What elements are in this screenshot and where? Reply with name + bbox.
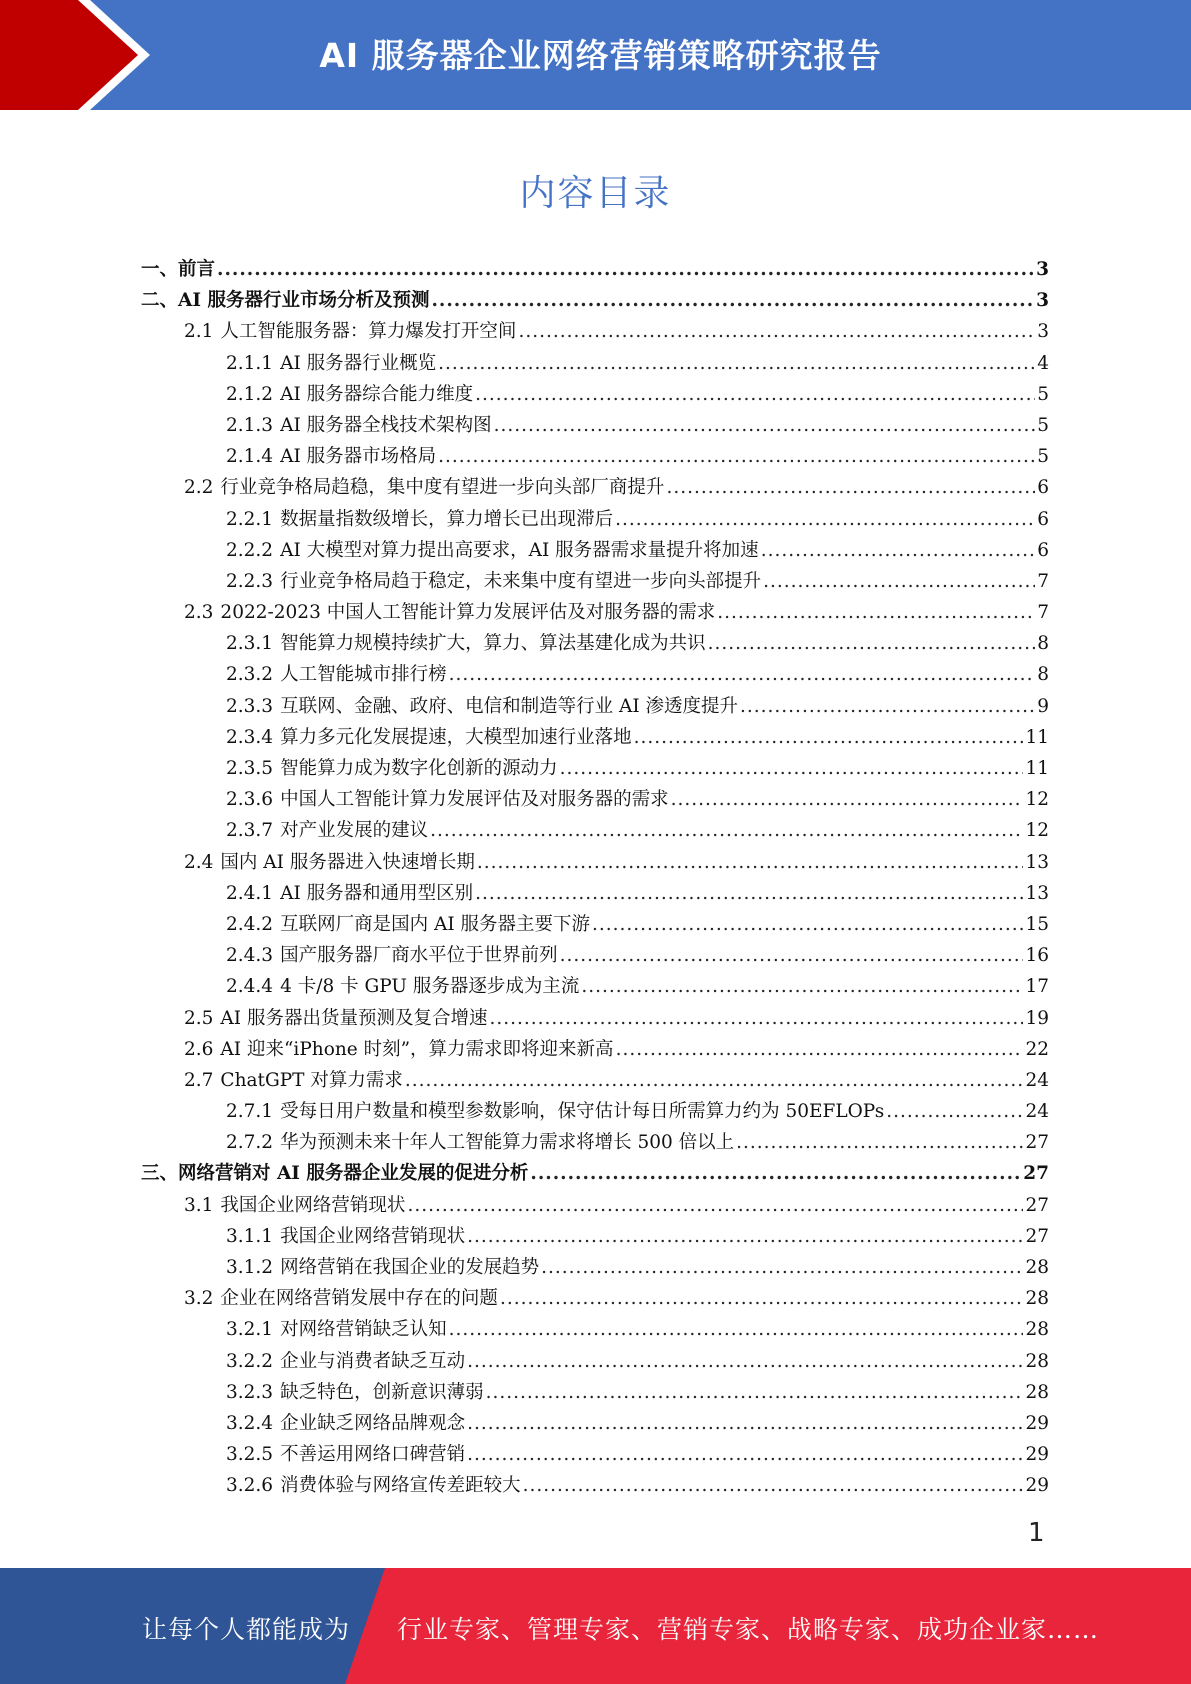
toc-entry-label: 智能算力规模持续扩大，算力、算法基建化成为共识 <box>280 633 706 655</box>
toc-entry-label: 对产业发展的建议 <box>280 820 429 842</box>
toc-entry-page: 19 <box>1025 1007 1049 1029</box>
toc-entry-page: 12 <box>1025 789 1049 811</box>
toc-dot-leader <box>666 472 1035 503</box>
toc-entry-label: ChatGPT 对算力需求 <box>220 1069 403 1091</box>
toc-entry[interactable] <box>141 254 1049 285</box>
toc-dot-leader <box>407 1190 1023 1221</box>
toc-entry[interactable] <box>141 1127 1049 1158</box>
toc-entry-page: 22 <box>1025 1038 1049 1060</box>
toc-entry[interactable] <box>141 1190 1049 1221</box>
toc-dot-leader <box>489 1003 1023 1034</box>
toc-entry-number: 三、 <box>141 1163 179 1185</box>
toc-dot-leader <box>740 691 1035 722</box>
toc-entry-page: 7 <box>1037 602 1049 624</box>
toc-entry-label: AI 迎来“iPhone 时刻”，算力需求即将迎来新高 <box>220 1038 614 1060</box>
toc-entry-number: 二、 <box>141 290 179 312</box>
toc-entry[interactable] <box>141 1034 1049 1065</box>
toc-entry-page: 13 <box>1025 851 1049 873</box>
toc-entry-page: 24 <box>1025 1101 1049 1123</box>
toc-entry[interactable] <box>141 628 1049 659</box>
toc-dot-leader <box>886 1096 1023 1127</box>
toc-dot-leader <box>486 1377 1024 1408</box>
toc-entry-label: 4 卡/8 卡 GPU 服务器逐步成为主流 <box>280 976 580 998</box>
toc-entry[interactable] <box>141 566 1049 597</box>
toc-entry[interactable] <box>141 410 1049 441</box>
toc-dot-leader <box>615 504 1035 535</box>
toc-entry-page: 28 <box>1025 1381 1049 1403</box>
toc-entry-number: 2.1 <box>184 321 214 343</box>
toc-dot-leader <box>475 379 1035 410</box>
toc-entry-page: 17 <box>1025 976 1049 998</box>
toc-dot-leader <box>616 1034 1024 1065</box>
toc-entry[interactable] <box>141 441 1049 472</box>
toc-entry-page: 28 <box>1025 1257 1049 1278</box>
toc-entry-number: 2.3.1 <box>226 633 274 655</box>
toc-entry-page: 8 <box>1037 664 1049 686</box>
toc-entry-page: 28 <box>1025 1350 1049 1372</box>
toc-entry-page: 6 <box>1037 477 1049 499</box>
toc-entry-number: 2.5 <box>184 1007 214 1029</box>
toc-entry-label: 企业与消费者缺乏互动 <box>280 1350 466 1372</box>
toc-entry-page: 11 <box>1025 758 1049 779</box>
toc-entry-page: 28 <box>1025 1288 1049 1310</box>
toc-entry[interactable] <box>141 1252 1049 1283</box>
toc-dot-leader <box>449 659 1036 690</box>
toc-entry-page: 5 <box>1037 446 1049 468</box>
toc-entry-label: 算力多元化发展提速，大模型加速行业落地 <box>280 726 632 748</box>
footer-slogan-right: 行业专家、管理专家、营销专家、战略专家、成功企业家…… <box>397 1615 1100 1644</box>
toc-entry-label: 互联网、金融、政府、电信和制造等行业 AI 渗透度提升 <box>280 695 739 717</box>
toc-entry-page: 13 <box>1025 882 1049 904</box>
toc-entry[interactable] <box>141 504 1049 535</box>
toc-entry-number: 2.3.5 <box>226 758 274 779</box>
toc-entry-label: 前言 <box>178 259 216 280</box>
toc-entry-label: 对网络营销缺乏认知 <box>280 1319 447 1341</box>
toc-entry-label: 智能算力成为数字化创新的源动力 <box>280 758 558 779</box>
toc-entry[interactable] <box>141 847 1049 878</box>
toc-entry-page: 12 <box>1025 820 1049 842</box>
toc-entry-number: 3.2.4 <box>226 1412 274 1434</box>
toc-entry-label: AI 服务器和通用型区别 <box>280 882 474 904</box>
page-header <box>0 0 1191 110</box>
toc-entry[interactable] <box>141 691 1049 722</box>
toc-entry-number: 2.3.2 <box>226 664 274 686</box>
toc-entry-page: 4 <box>1037 352 1049 374</box>
toc-entry[interactable] <box>141 1221 1049 1252</box>
toc-entry-label: 行业竞争格局趋稳，集中度有望进一步向头部厂商提升 <box>220 477 665 499</box>
toc-entry-number: 3.1 <box>184 1194 214 1216</box>
toc-entry-page: 3 <box>1037 321 1049 343</box>
toc-entry[interactable] <box>141 784 1049 815</box>
toc-dot-leader <box>438 441 1035 472</box>
toc-entry-page: 27 <box>1023 1163 1049 1185</box>
toc-dot-leader <box>467 1221 1023 1252</box>
toc-entry-page: 9 <box>1037 695 1049 717</box>
toc-entry-number: 2.4.2 <box>226 913 274 935</box>
toc-dot-leader <box>405 1065 1024 1096</box>
toc-dot-leader <box>217 254 1034 285</box>
toc-dot-leader <box>736 1127 1023 1158</box>
toc-entry[interactable] <box>141 1408 1049 1439</box>
toc-entry[interactable] <box>141 348 1049 379</box>
toc-dot-leader <box>523 1470 1024 1501</box>
toc-entry-number: 3.2.5 <box>226 1444 274 1466</box>
toc-entry[interactable] <box>141 909 1049 940</box>
page-footer <box>0 1568 1191 1684</box>
toc-dot-leader <box>634 722 1024 753</box>
toc-entry-page: 16 <box>1025 945 1049 967</box>
toc-dot-leader <box>467 1346 1023 1377</box>
toc-entry[interactable] <box>141 940 1049 971</box>
toc-entry[interactable] <box>141 1314 1049 1345</box>
toc-entry-number: 2.1.2 <box>226 383 274 405</box>
toc-entry-number: 2.1.4 <box>226 446 274 468</box>
toc-entry-label: 我国企业网络营销现状 <box>220 1194 406 1216</box>
toc-entry[interactable] <box>141 379 1049 410</box>
toc-entry-label: 互联网厂商是国内 AI 服务器主要下游 <box>280 913 591 935</box>
toc-dot-leader <box>560 753 1024 784</box>
toc-entry-label: 企业缺乏网络品牌观念 <box>280 1412 466 1434</box>
toc-dot-leader <box>477 847 1024 878</box>
toc-entry-number: 2.2 <box>184 477 214 499</box>
toc-entry-number: 2.4.1 <box>226 882 274 904</box>
toc-dot-leader <box>530 1158 1021 1189</box>
toc-dot-leader <box>560 940 1024 971</box>
page-number: 1 <box>1028 1518 1045 1548</box>
toc-entry[interactable] <box>141 1065 1049 1096</box>
toc-entry-number: 一、 <box>141 259 179 280</box>
toc-entry-page: 29 <box>1025 1475 1049 1497</box>
toc-entry-label: 数据量指数级增长，算力增长已出现滞后 <box>280 508 614 530</box>
toc-entry-label: 行业竞争格局趋于稳定，未来集中度有望进一步向头部提升 <box>280 570 762 592</box>
toc-dot-leader <box>431 285 1034 316</box>
toc-entry-label: 2022-2023 中国人工智能计算力发展评估及对服务器的需求 <box>220 602 716 624</box>
toc-entry-label: AI 服务器出货量预测及复合增速 <box>220 1007 488 1029</box>
toc-entry-label: 网络营销对 AI 服务器企业发展的促进分析 <box>178 1163 529 1185</box>
toc-entry-label: AI 服务器行业概览 <box>280 352 437 374</box>
toc-entry-label: AI 服务器行业市场分析及预测 <box>178 290 430 312</box>
toc-entry-number: 2.7.2 <box>226 1132 274 1154</box>
toc-entry-number: 2.4.3 <box>226 945 274 967</box>
toc-entry-label: 受每日用户数量和模型参数影响，保守估计每日所需算力约为 50EFLOPs <box>280 1101 885 1123</box>
toc-entry-label: 消费体验与网络宣传差距较大 <box>280 1475 521 1497</box>
toc-entry-number: 2.3.7 <box>226 820 274 842</box>
toc-entry-number: 2.2.1 <box>226 508 274 530</box>
toc-dot-leader <box>671 784 1024 815</box>
toc-entry-page: 27 <box>1025 1225 1049 1247</box>
toc-dot-leader <box>430 815 1023 846</box>
toc-dot-leader <box>592 909 1023 940</box>
toc-entry-label: AI 服务器市场格局 <box>280 446 437 468</box>
toc-entry-number: 2.3.6 <box>226 789 274 811</box>
toc-entry[interactable] <box>141 597 1049 628</box>
toc-entry-page: 11 <box>1025 726 1049 748</box>
toc-entry[interactable] <box>141 659 1049 690</box>
toc-entry[interactable] <box>141 1470 1049 1501</box>
toc-entry-number: 3.2.2 <box>226 1350 274 1372</box>
toc-entry-page: 27 <box>1025 1194 1049 1216</box>
toc-entry-page: 6 <box>1037 539 1049 561</box>
toc-dot-leader <box>475 878 1023 909</box>
toc-entry-number: 2.2.2 <box>226 539 274 561</box>
toc-dot-leader <box>467 1408 1023 1439</box>
toc-dot-leader <box>717 597 1035 628</box>
toc-dot-leader <box>438 348 1035 379</box>
toc-entry-page: 28 <box>1025 1319 1049 1341</box>
toc-entry-label: 我国企业网络营销现状 <box>280 1225 466 1247</box>
toc-entry-number: 2.6 <box>184 1038 214 1060</box>
toc-entry[interactable] <box>141 1346 1049 1377</box>
toc-dot-leader <box>518 316 1035 347</box>
toc-entry-label: 不善运用网络口碑营销 <box>280 1444 466 1466</box>
toc-entry[interactable] <box>141 1439 1049 1470</box>
toc-entry-label: 企业在网络营销发展中存在的问题 <box>220 1288 498 1310</box>
toc-entry[interactable] <box>141 753 1049 784</box>
table-of-contents <box>141 254 1049 1502</box>
toc-entry-number: 2.2.3 <box>226 570 274 592</box>
toc-entry[interactable] <box>141 1377 1049 1408</box>
toc-entry-label: 缺乏特色，创新意识薄弱 <box>280 1381 484 1403</box>
toc-entry-label: AI 服务器全栈技术架构图 <box>280 414 492 436</box>
toc-entry-number: 2.4 <box>184 851 214 873</box>
toc-entry-number: 3.1.2 <box>226 1257 274 1278</box>
toc-dot-leader <box>449 1314 1024 1345</box>
toc-entry[interactable] <box>141 878 1049 909</box>
toc-dot-leader <box>708 628 1036 659</box>
toc-dot-leader <box>494 410 1036 441</box>
footer-slogan-left: 让每个人都能成为 <box>142 1615 351 1644</box>
toc-entry-page: 5 <box>1037 414 1049 436</box>
toc-entry-page: 5 <box>1037 383 1049 405</box>
toc-entry-label: 人工智能城市排行榜 <box>280 664 447 686</box>
toc-entry-label: 国内 AI 服务器进入快速增长期 <box>220 851 475 873</box>
toc-entry[interactable] <box>141 1283 1049 1314</box>
toc-entry-number: 3.2.1 <box>226 1319 274 1341</box>
toc-dot-leader <box>763 566 1035 597</box>
toc-entry-number: 3.1.1 <box>226 1225 274 1247</box>
toc-entry-label: 华为预测未来十年人工智能算力需求将增长 500 倍以上 <box>280 1132 735 1154</box>
toc-entry-label: 中国人工智能计算力发展评估及对服务器的需求 <box>280 789 669 811</box>
toc-entry-number: 3.2.3 <box>226 1381 274 1403</box>
toc-entry-page: 29 <box>1025 1444 1049 1466</box>
toc-dot-leader <box>541 1252 1023 1283</box>
toc-entry-number: 2.7 <box>184 1069 214 1091</box>
toc-entry[interactable] <box>141 1158 1049 1189</box>
toc-dot-leader <box>500 1283 1024 1314</box>
toc-entry-number: 3.2 <box>184 1288 214 1310</box>
toc-entry-number: 2.1.3 <box>226 414 274 436</box>
toc-entry-page: 3 <box>1036 290 1049 312</box>
toc-entry-page: 3 <box>1036 259 1049 280</box>
toc-entry[interactable] <box>141 285 1049 316</box>
toc-entry-number: 2.7.1 <box>226 1101 274 1123</box>
toc-dot-leader <box>581 971 1023 1002</box>
toc-entry-label: 网络营销在我国企业的发展趋势 <box>280 1257 540 1278</box>
toc-entry-number: 2.3.4 <box>226 726 274 748</box>
toc-entry[interactable] <box>141 1096 1049 1127</box>
toc-entry-label: AI 服务器综合能力维度 <box>280 383 474 405</box>
toc-entry[interactable] <box>141 1003 1049 1034</box>
toc-entry-number: 2.4.4 <box>226 976 274 998</box>
toc-dot-leader <box>467 1439 1023 1470</box>
toc-entry-number: 2.1.1 <box>226 352 274 374</box>
toc-entry[interactable] <box>141 971 1049 1002</box>
toc-entry-page: 24 <box>1025 1069 1049 1091</box>
toc-entry-number: 2.3 <box>184 602 214 624</box>
toc-entry-page: 15 <box>1025 913 1049 935</box>
toc-entry-label: AI 大模型对算力提出高要求，AI 服务器需求量提升将加速 <box>280 539 759 561</box>
toc-entry-label: 国产服务器厂商水平位于世界前列 <box>280 945 558 967</box>
toc-entry-number: 3.2.6 <box>226 1475 274 1497</box>
toc-entry[interactable] <box>141 815 1049 846</box>
toc-dot-leader <box>761 535 1036 566</box>
toc-entry-number: 2.3.3 <box>226 695 274 717</box>
toc-entry-page: 7 <box>1037 570 1049 592</box>
document-title: AI 服务器企业网络营销策略研究报告 <box>319 36 882 75</box>
toc-entry[interactable] <box>141 472 1049 503</box>
toc-entry[interactable] <box>141 535 1049 566</box>
toc-entry-page: 29 <box>1025 1412 1049 1434</box>
toc-entry-page: 6 <box>1037 508 1049 530</box>
toc-entry[interactable] <box>141 316 1049 347</box>
toc-entry[interactable] <box>141 722 1049 753</box>
toc-entry-page: 8 <box>1037 633 1049 655</box>
toc-entry-label: 人工智能服务器：算力爆发打开空间 <box>220 321 517 343</box>
toc-entry-page: 27 <box>1025 1132 1049 1154</box>
toc-heading: 内容目录 <box>519 173 672 214</box>
